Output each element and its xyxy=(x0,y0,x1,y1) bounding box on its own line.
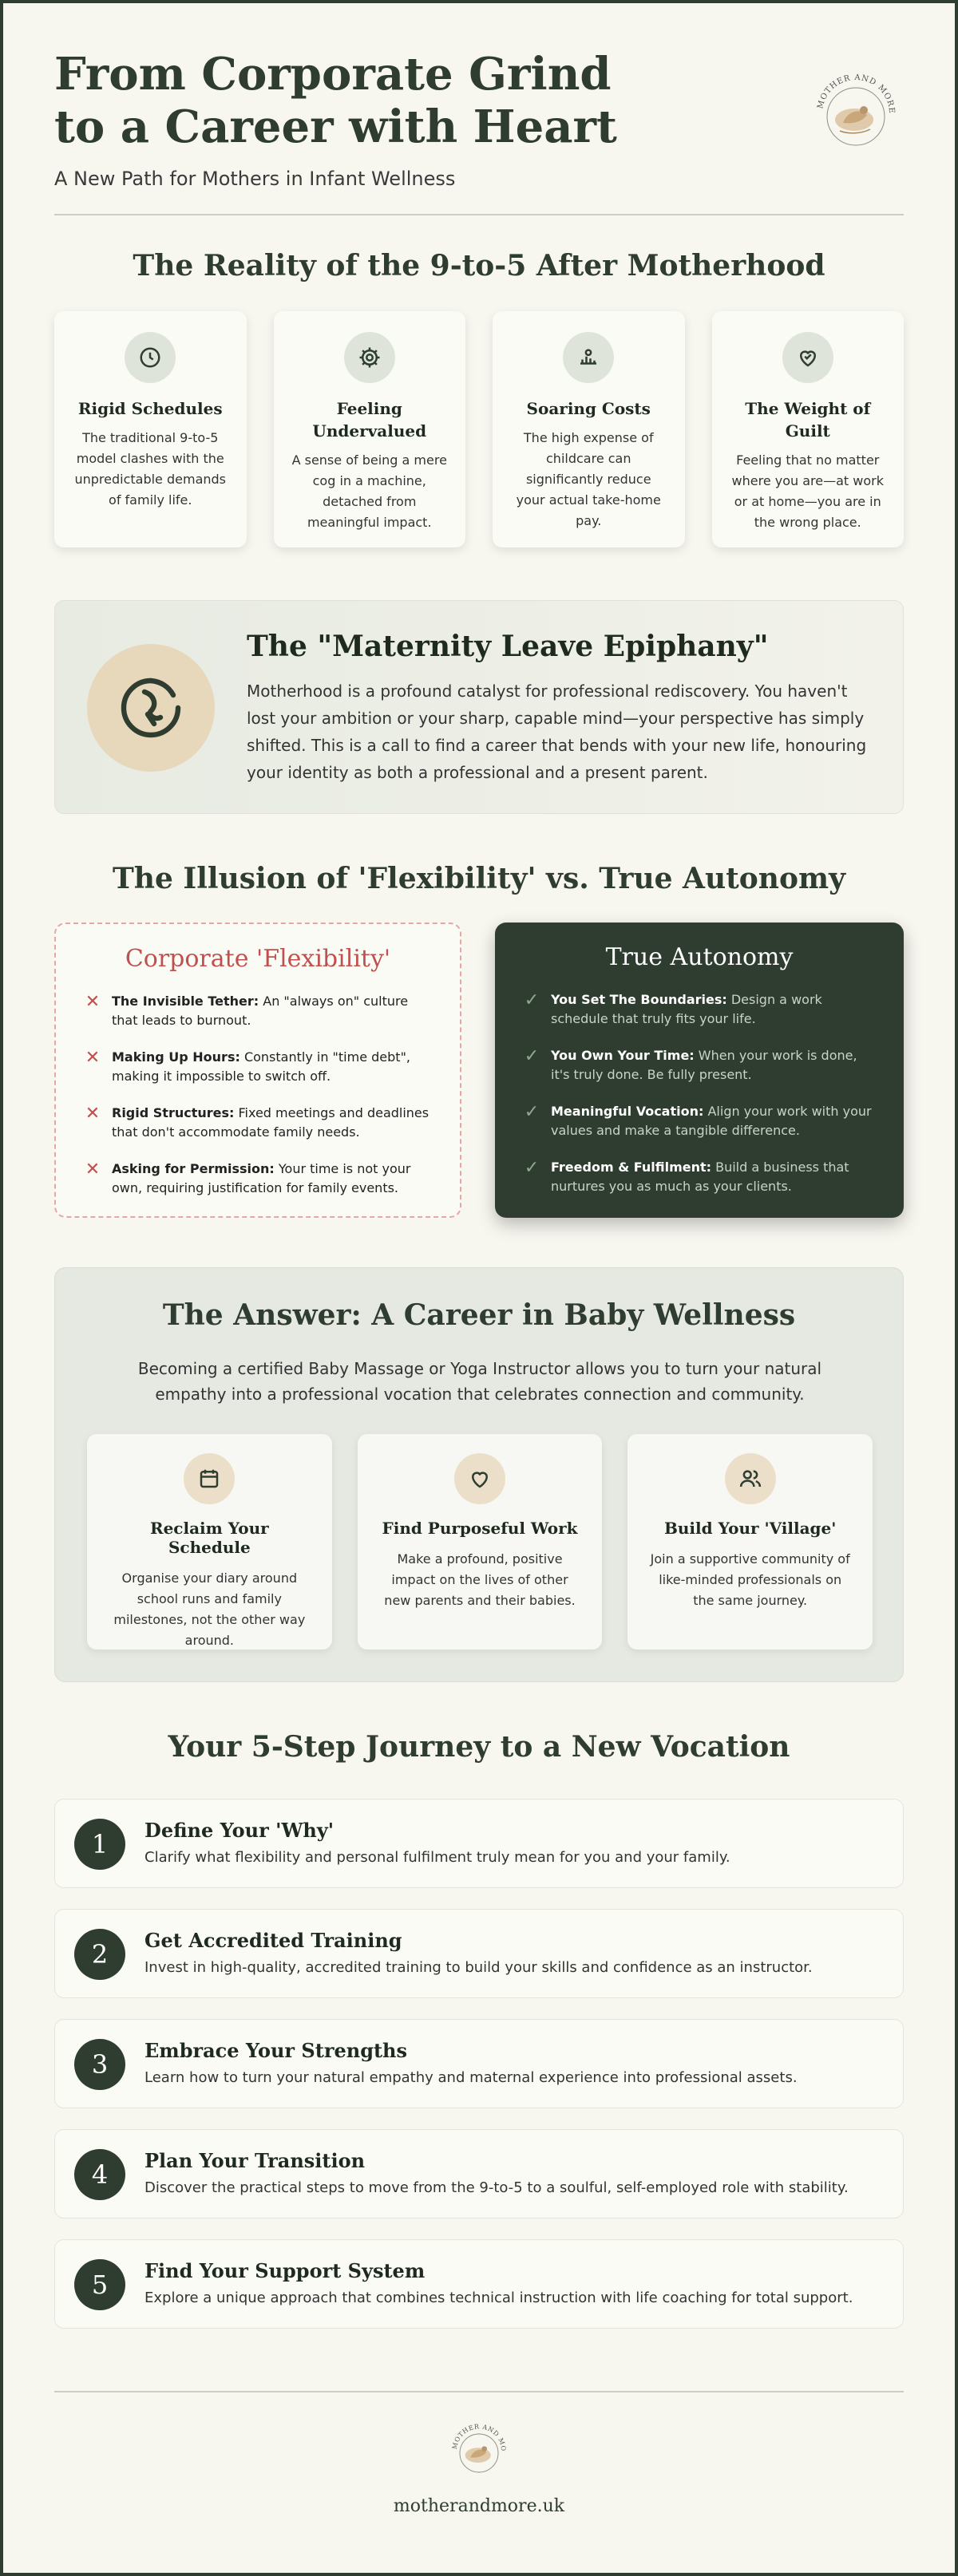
list-item: ✓ You Own Your Time: When your work is done, it's truly done. Be fully present. xyxy=(524,1046,875,1085)
step-description: Learn how to turn your natural empathy and maternal experience into professional assets. xyxy=(144,2069,798,2086)
journey-step xyxy=(54,2239,904,2329)
reality-cards xyxy=(54,311,904,547)
svg-text:MOTHER AND MORE: MOTHER AND MORE xyxy=(816,73,897,115)
reality-section-title: The Reality of the 9-to-5 After Motherhood xyxy=(133,249,825,282)
cross-icon: ✕ xyxy=(85,1048,101,1068)
list-item: ✓ Meaningful Vocation: Align your work with your values and make a tangible difference. xyxy=(524,1102,875,1140)
journey-step xyxy=(54,1799,904,1888)
answer-card-text: Make a profound, positive impact on the lives of other new parents and their babies. xyxy=(384,1551,576,1608)
epiphany-title: The "Maternity Leave Epiphany" xyxy=(247,630,769,663)
corporate-title: Corporate 'Flexibility' xyxy=(125,945,391,973)
step-description: Invest in high-quality, accredited training to build your skills and confidence as an instructor. xyxy=(144,1959,813,1976)
step-number: 5 xyxy=(74,2259,125,2310)
step-title: Define Your 'Why' xyxy=(144,1819,335,1842)
gear-icon xyxy=(344,332,395,383)
reality-card-title: Feeling Undervalued xyxy=(312,399,427,441)
answer-card-title: Find Purposeful Work xyxy=(382,1519,578,1538)
title-line-1: From Corporate Grind xyxy=(54,48,612,101)
step-title: Get Accredited Training xyxy=(144,1929,402,1952)
svg-text:MOTHER AND MORE: MOTHER AND MO xyxy=(450,2423,508,2452)
coins-icon xyxy=(563,332,614,383)
answer-card-text: Organise your diary around school runs and family milestones, not the other way around. xyxy=(113,1570,306,1648)
footer-divider xyxy=(54,2391,904,2392)
answer-cards xyxy=(87,1434,873,1650)
heart-icon xyxy=(454,1453,505,1504)
step-title: Embrace Your Strengths xyxy=(144,2039,408,2062)
step-number: 4 xyxy=(74,2149,125,2200)
list-item: ✕ Rigid Structures: Fixed meetings and deadlines that don't accommodate family needs. xyxy=(85,1104,431,1142)
reality-card xyxy=(54,311,247,547)
logo-emblem-icon xyxy=(447,2418,511,2482)
brand-logo[interactable] xyxy=(808,64,904,160)
reality-card-text: The high expense of childcare can significantly reduce your actual take-home pay. xyxy=(516,430,661,528)
epiphany-panel xyxy=(54,600,904,814)
answer-title: The Answer: A Career in Baby Wellness xyxy=(162,1298,796,1332)
reality-card xyxy=(712,311,905,547)
calendar-icon xyxy=(184,1453,235,1504)
list-item: ✕ Making Up Hours: Constantly in "time debt", making it impossible to switch off. xyxy=(85,1048,431,1086)
answer-card xyxy=(358,1434,603,1650)
check-icon: ✓ xyxy=(524,990,540,1010)
step-number: 3 xyxy=(74,2039,125,2090)
reality-card-title: The Weight of Guilt xyxy=(745,399,871,441)
reality-card-title: Soaring Costs xyxy=(526,399,651,418)
step-description: Explore a unique approach that combines technical instruction with life coaching for total support. xyxy=(144,2290,853,2306)
footer-website-link[interactable]: motherandmore.uk xyxy=(393,2496,565,2516)
answer-panel xyxy=(54,1267,904,1682)
heart-icon xyxy=(782,332,833,383)
logo-emblem-icon xyxy=(808,64,904,160)
reality-card-text: The traditional 9-to-5 model clashes with the unpredictable demands of family life. xyxy=(74,430,227,508)
list-item: ✕ The Invisible Tether: An "always on" culture that leads to burnout. xyxy=(85,992,431,1030)
cross-icon: ✕ xyxy=(85,992,101,1012)
footer-logo[interactable] xyxy=(447,2418,511,2482)
clock-icon xyxy=(125,332,176,383)
answer-text: Becoming a certified Baby Massage or Yoga Instructor allows you to turn your natural empathy into a professional vocation that celebrates connection and community. xyxy=(137,1359,822,1404)
journey-step xyxy=(54,2129,904,2218)
reality-card xyxy=(493,311,685,547)
globe-icon xyxy=(87,644,215,772)
step-number: 2 xyxy=(74,1929,125,1980)
reality-card-title: Rigid Schedules xyxy=(77,399,223,418)
reality-card xyxy=(274,311,466,547)
list-item: ✓ You Set The Boundaries: Design a work schedule that truly fits your life. xyxy=(524,990,875,1029)
cross-icon: ✕ xyxy=(85,1160,101,1179)
header xyxy=(54,48,904,215)
reality-card-text: A sense of being a mere cog in a machine, detached from meaningful impact. xyxy=(291,452,447,530)
list-item: ✕ Asking for Permission: Your time is not your own, requiring justification for family events. xyxy=(85,1160,431,1198)
journey-step xyxy=(54,2019,904,2108)
journey-step xyxy=(54,1909,904,1998)
step-description: Discover the practical steps to move from the 9-to-5 to a soulful, self-employed role with stability. xyxy=(144,2179,849,2196)
answer-card-title: Reclaim Your Schedule xyxy=(149,1519,269,1557)
journey-section-title: Your 5-Step Journey to a New Vocation xyxy=(168,1730,790,1764)
true-autonomy-panel xyxy=(495,923,904,1218)
answer-card-text: Join a supportive community of like-minded professionals on the same journey. xyxy=(650,1551,850,1608)
title-line-2: to a Career with Heart xyxy=(54,101,617,153)
step-number: 1 xyxy=(74,1819,125,1870)
check-icon: ✓ xyxy=(524,1158,540,1178)
autonomy-title: True Autonomy xyxy=(605,943,794,971)
page-subtitle: A New Path for Mothers in Infant Wellness xyxy=(54,168,456,190)
step-description: Clarify what flexibility and personal fulfilment truly mean for you and your family. xyxy=(144,1849,730,1866)
page-title xyxy=(54,48,709,153)
step-title: Plan Your Transition xyxy=(144,2149,366,2172)
header-divider xyxy=(54,214,904,215)
reality-card-text: Feeling that no matter where you are—at work or at home—you are in the wrong place. xyxy=(731,452,884,530)
step-title: Find Your Support System xyxy=(144,2259,426,2282)
list-item: ✓ Freedom & Fulfilment: Build a business that nurtures you as much as your clients. xyxy=(524,1158,875,1196)
check-icon: ✓ xyxy=(524,1102,540,1122)
answer-card-title: Build Your 'Village' xyxy=(663,1519,837,1538)
answer-card xyxy=(627,1434,873,1650)
epiphany-text: Motherhood is a profound catalyst for professional rediscovery. You haven't lost your ambition or your sharp, capable mind—your perspective has simply shifted. This is a call to find a career that bends with your new life, honouring your identity as both a professional and a present parent. xyxy=(247,682,867,782)
cross-icon: ✕ xyxy=(85,1104,101,1124)
answer-card xyxy=(87,1434,332,1650)
illusion-section-title: The Illusion of 'Flexibility' vs. True Autonomy xyxy=(113,862,845,895)
corporate-flexibility-panel xyxy=(54,923,461,1218)
people-icon xyxy=(725,1453,776,1504)
check-icon: ✓ xyxy=(524,1046,540,1066)
